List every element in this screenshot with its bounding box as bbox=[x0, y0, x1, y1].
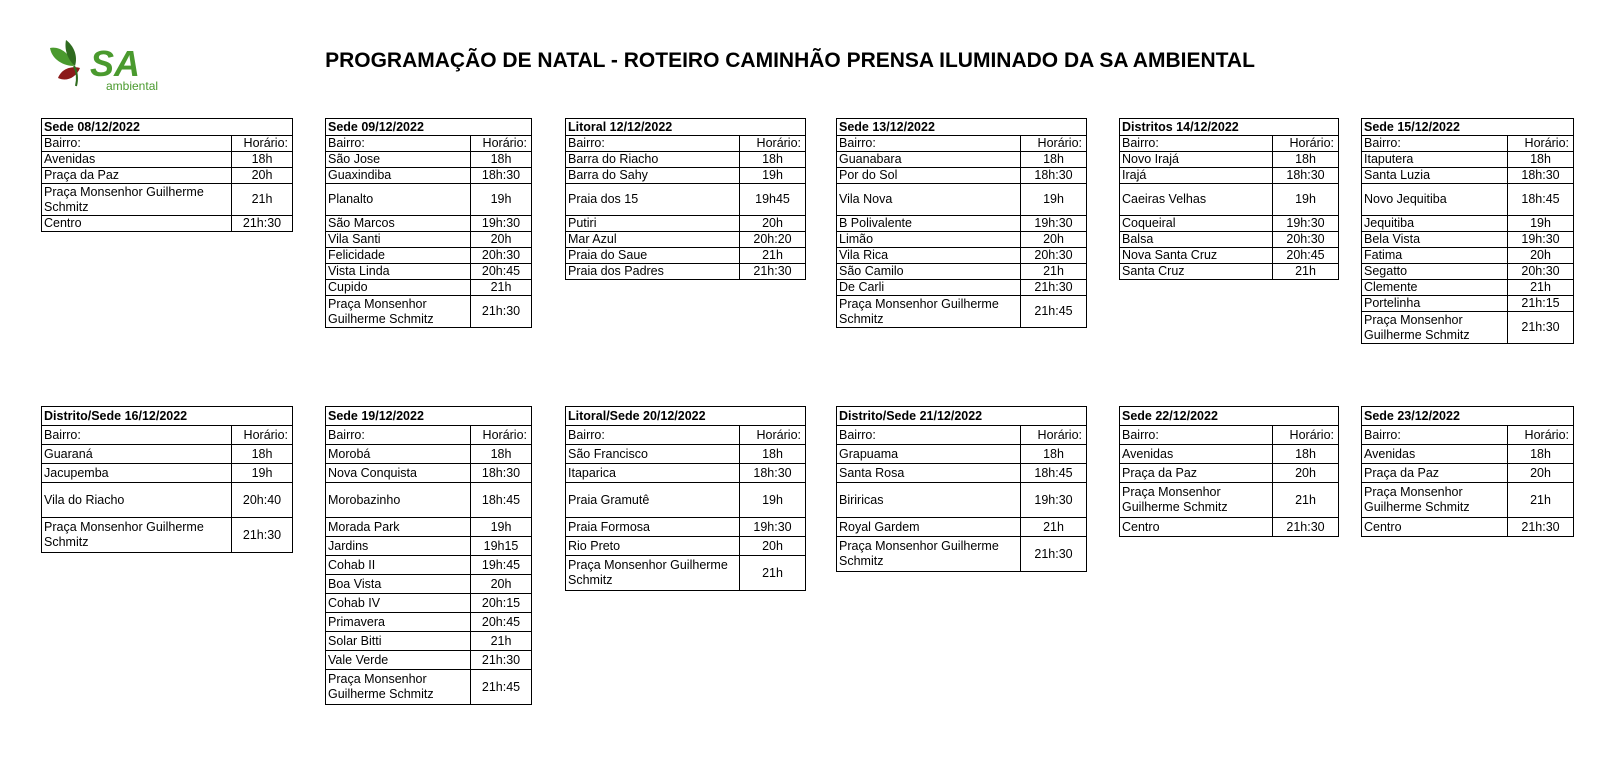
horario-cell: 20h bbox=[740, 216, 806, 232]
table-row bbox=[1362, 264, 1574, 280]
horario-cell: 18h:30 bbox=[1021, 168, 1087, 184]
bairro-cell: Cupido bbox=[326, 280, 471, 296]
horario-cell: 20h:45 bbox=[471, 613, 532, 632]
bairro-cell: B Polivalente bbox=[837, 216, 1021, 232]
bairro-cell: Morada Park bbox=[326, 518, 471, 537]
bairro-cell: Boa Vista bbox=[326, 575, 471, 594]
bairro-cell: Morobá bbox=[326, 445, 471, 464]
horario-cell: 19h:30 bbox=[1021, 483, 1087, 518]
bairro-cell: Vale Verde bbox=[326, 651, 471, 670]
column-header-bairro: Bairro: bbox=[566, 136, 740, 152]
table-row bbox=[326, 518, 532, 537]
schedule-table bbox=[836, 406, 1087, 572]
table-row bbox=[837, 216, 1087, 232]
bairro-cell: São Jose bbox=[326, 152, 471, 168]
horario-cell: 18h:30 bbox=[740, 464, 806, 483]
horario-cell: 18h bbox=[740, 152, 806, 168]
bairro-cell: Balsa bbox=[1120, 232, 1273, 248]
table-row bbox=[1120, 445, 1339, 464]
table-row bbox=[1362, 216, 1574, 232]
horario-cell: 20h:30 bbox=[1508, 264, 1574, 280]
table-row bbox=[837, 296, 1087, 328]
table-row bbox=[1120, 464, 1339, 483]
bairro-cell: Vila Rica bbox=[837, 248, 1021, 264]
horario-cell: 21h bbox=[1021, 264, 1087, 280]
horario-cell: 18h bbox=[471, 152, 532, 168]
table-row bbox=[837, 464, 1087, 483]
schedule-title: Distrito/Sede 21/12/2022 bbox=[837, 407, 1087, 426]
horario-cell: 20h bbox=[1508, 464, 1574, 483]
column-header-bairro: Bairro: bbox=[837, 136, 1021, 152]
table-row bbox=[837, 232, 1087, 248]
column-header-bairro: Bairro: bbox=[42, 136, 232, 152]
bairro-cell: Santa Rosa bbox=[837, 464, 1021, 483]
schedule-title: Sede 22/12/2022 bbox=[1120, 407, 1339, 426]
horario-cell: 20h bbox=[471, 232, 532, 248]
column-header-bairro: Bairro: bbox=[1120, 136, 1273, 152]
bairro-cell: Putiri bbox=[566, 216, 740, 232]
horario-cell: 21h bbox=[1273, 483, 1339, 518]
horario-cell: 18h:30 bbox=[471, 168, 532, 184]
table-row bbox=[566, 184, 806, 216]
horario-cell: 20h bbox=[232, 168, 293, 184]
table-row bbox=[1120, 264, 1339, 280]
horario-cell: 18h:30 bbox=[1508, 168, 1574, 184]
bairro-cell: Vila Santi bbox=[326, 232, 471, 248]
horario-cell: 21h bbox=[1508, 483, 1574, 518]
bairro-cell: Royal Gardem bbox=[837, 518, 1021, 537]
table-row bbox=[1362, 232, 1574, 248]
horario-cell: 18h:45 bbox=[1021, 464, 1087, 483]
table-row bbox=[326, 670, 532, 705]
column-header-horario: Horário: bbox=[232, 136, 293, 152]
table-row bbox=[326, 651, 532, 670]
table-row bbox=[42, 216, 293, 232]
bairro-cell: Solar Bitti bbox=[326, 632, 471, 651]
horario-cell: 19h bbox=[1021, 184, 1087, 216]
horario-cell: 19h bbox=[471, 184, 532, 216]
schedule-table bbox=[1361, 406, 1574, 537]
bairro-cell: Guanabara bbox=[837, 152, 1021, 168]
table-row bbox=[1362, 445, 1574, 464]
horario-cell: 21h:30 bbox=[232, 518, 293, 553]
schedule-title: Sede 23/12/2022 bbox=[1362, 407, 1574, 426]
column-header-bairro: Bairro: bbox=[326, 136, 471, 152]
column-header-horario: Horário: bbox=[1021, 426, 1087, 445]
table-row bbox=[42, 483, 293, 518]
table-row bbox=[1362, 312, 1574, 344]
table-row bbox=[326, 152, 532, 168]
horario-cell: 18h bbox=[1273, 152, 1339, 168]
bairro-cell: São Camilo bbox=[837, 264, 1021, 280]
table-row bbox=[1362, 483, 1574, 518]
table-row bbox=[326, 184, 532, 216]
table-row bbox=[566, 518, 806, 537]
bairro-cell: Planalto bbox=[326, 184, 471, 216]
bairro-cell: Praça Monsenhor Guilherme Schmitz bbox=[837, 296, 1021, 328]
schedule-title: Sede 08/12/2022 bbox=[42, 119, 293, 136]
bairro-cell: Segatto bbox=[1362, 264, 1508, 280]
bairro-cell: De Carli bbox=[837, 280, 1021, 296]
horario-cell: 21h bbox=[471, 280, 532, 296]
horario-cell: 18h bbox=[740, 445, 806, 464]
horario-cell: 21h:30 bbox=[1508, 518, 1574, 537]
table-row bbox=[1120, 483, 1339, 518]
horario-cell: 18h bbox=[1021, 152, 1087, 168]
horario-cell: 19h bbox=[232, 464, 293, 483]
horario-cell: 21h:30 bbox=[1508, 312, 1574, 344]
bairro-cell: Primavera bbox=[326, 613, 471, 632]
bairro-cell: Avenidas bbox=[1362, 445, 1508, 464]
bairro-cell: Clemente bbox=[1362, 280, 1508, 296]
bairro-cell: Praça da Paz bbox=[1120, 464, 1273, 483]
bairro-cell: Praça Monsenhor Guilherme Schmitz bbox=[326, 670, 471, 705]
bairro-cell: Itaparica bbox=[566, 464, 740, 483]
bairro-cell: Caeiras Velhas bbox=[1120, 184, 1273, 216]
horario-cell: 19h45 bbox=[740, 184, 806, 216]
schedule-table bbox=[41, 118, 293, 232]
bairro-cell: Avenidas bbox=[42, 152, 232, 168]
bairro-cell: São Marcos bbox=[326, 216, 471, 232]
schedule-table bbox=[41, 406, 293, 553]
table-row bbox=[1362, 280, 1574, 296]
bairro-cell: Guaraná bbox=[42, 445, 232, 464]
table-row bbox=[837, 518, 1087, 537]
table-row bbox=[1120, 184, 1339, 216]
table-row bbox=[326, 613, 532, 632]
table-row bbox=[42, 464, 293, 483]
table-row bbox=[1362, 464, 1574, 483]
bairro-cell: Praia Formosa bbox=[566, 518, 740, 537]
bairro-cell: Centro bbox=[1362, 518, 1508, 537]
table-row bbox=[837, 248, 1087, 264]
horario-cell: 21h bbox=[740, 556, 806, 591]
schedule-title: Sede 13/12/2022 bbox=[837, 119, 1087, 136]
horario-cell: 21h:30 bbox=[1021, 280, 1087, 296]
table-row bbox=[566, 232, 806, 248]
bairro-cell: Bela Vista bbox=[1362, 232, 1508, 248]
bairro-cell: Praia dos 15 bbox=[566, 184, 740, 216]
horario-cell: 21h bbox=[740, 248, 806, 264]
horario-cell: 21h:15 bbox=[1508, 296, 1574, 312]
bairro-cell: Portelinha bbox=[1362, 296, 1508, 312]
horario-cell: 20h bbox=[740, 537, 806, 556]
leaf-icon bbox=[50, 40, 80, 86]
horario-cell: 19h:30 bbox=[1021, 216, 1087, 232]
bairro-cell: Barra do Riacho bbox=[566, 152, 740, 168]
table-row bbox=[566, 152, 806, 168]
bairro-cell: Morobazinho bbox=[326, 483, 471, 518]
column-header-horario: Horário: bbox=[1508, 426, 1574, 445]
table-row bbox=[837, 184, 1087, 216]
horario-cell: 21h:30 bbox=[1273, 518, 1339, 537]
schedule-table bbox=[1119, 406, 1339, 537]
table-row bbox=[326, 445, 532, 464]
column-header-horario: Horário: bbox=[1021, 136, 1087, 152]
bairro-cell: Por do Sol bbox=[837, 168, 1021, 184]
table-row bbox=[326, 248, 532, 264]
table-row bbox=[326, 483, 532, 518]
bairro-cell: Praia Gramutê bbox=[566, 483, 740, 518]
horario-cell: 21h bbox=[1021, 518, 1087, 537]
table-row bbox=[326, 264, 532, 280]
horario-cell: 18h bbox=[1508, 445, 1574, 464]
table-row bbox=[566, 556, 806, 591]
table-row bbox=[1120, 248, 1339, 264]
bairro-cell: Nova Conquista bbox=[326, 464, 471, 483]
bairro-cell: Praça Monsenhor Guilherme Schmitz bbox=[566, 556, 740, 591]
sa-ambiental-logo bbox=[44, 38, 164, 94]
bairro-cell: Limão bbox=[837, 232, 1021, 248]
table-row bbox=[42, 152, 293, 168]
bairro-cell: Praça Monsenhor Guilherme Schmitz bbox=[42, 184, 232, 216]
table-row bbox=[42, 445, 293, 464]
column-header-horario: Horário: bbox=[1273, 136, 1339, 152]
column-header-bairro: Bairro: bbox=[1362, 426, 1508, 445]
bairro-cell: Grapuama bbox=[837, 445, 1021, 464]
schedule-table bbox=[325, 406, 532, 705]
table-row bbox=[566, 445, 806, 464]
horario-cell: 18h:30 bbox=[1273, 168, 1339, 184]
horario-cell: 20h bbox=[1508, 248, 1574, 264]
table-row bbox=[566, 464, 806, 483]
bairro-cell: Jardins bbox=[326, 537, 471, 556]
horario-cell: 20h bbox=[471, 575, 532, 594]
bairro-cell: Vila do Riacho bbox=[42, 483, 232, 518]
bairro-cell: Barra do Sahy bbox=[566, 168, 740, 184]
table-row bbox=[837, 445, 1087, 464]
table-row bbox=[326, 594, 532, 613]
table-row bbox=[566, 264, 806, 280]
table-row bbox=[837, 152, 1087, 168]
table-row bbox=[326, 556, 532, 575]
horario-cell: 21h:30 bbox=[1021, 537, 1087, 572]
schedule-table bbox=[1361, 118, 1574, 344]
column-header-bairro: Bairro: bbox=[566, 426, 740, 445]
bairro-cell: Praça da Paz bbox=[42, 168, 232, 184]
column-header-bairro: Bairro: bbox=[837, 426, 1021, 445]
table-row bbox=[1362, 184, 1574, 216]
horario-cell: 19h bbox=[1508, 216, 1574, 232]
horario-cell: 21h:45 bbox=[471, 670, 532, 705]
bairro-cell: Vila Nova bbox=[837, 184, 1021, 216]
table-row bbox=[1362, 248, 1574, 264]
horario-cell: 20h:45 bbox=[1273, 248, 1339, 264]
horario-cell: 21h:45 bbox=[1021, 296, 1087, 328]
horario-cell: 18h bbox=[1021, 445, 1087, 464]
table-row bbox=[566, 248, 806, 264]
bairro-cell: Praça Monsenhor Guilherme Schmitz bbox=[1362, 312, 1508, 344]
bairro-cell: Praça Monsenhor Guilherme Schmitz bbox=[42, 518, 232, 553]
bairro-cell: Coqueiral bbox=[1120, 216, 1273, 232]
column-header-bairro: Bairro: bbox=[326, 426, 471, 445]
column-header-horario: Horário: bbox=[1508, 136, 1574, 152]
table-row bbox=[1120, 232, 1339, 248]
schedule-table bbox=[836, 118, 1087, 328]
table-row bbox=[1120, 152, 1339, 168]
table-row bbox=[566, 216, 806, 232]
bairro-cell: Jacupemba bbox=[42, 464, 232, 483]
table-row bbox=[837, 168, 1087, 184]
table-row bbox=[566, 168, 806, 184]
bairro-cell: Mar Azul bbox=[566, 232, 740, 248]
horario-cell: 19h bbox=[471, 518, 532, 537]
column-header-horario: Horário: bbox=[471, 426, 532, 445]
table-row bbox=[42, 168, 293, 184]
column-header-horario: Horário: bbox=[471, 136, 532, 152]
column-header-bairro: Bairro: bbox=[1120, 426, 1273, 445]
bairro-cell: Praia do Saue bbox=[566, 248, 740, 264]
table-row bbox=[42, 518, 293, 553]
horario-cell: 20h:30 bbox=[1021, 248, 1087, 264]
bairro-cell: Santa Luzia bbox=[1362, 168, 1508, 184]
horario-cell: 18h:30 bbox=[471, 464, 532, 483]
table-row bbox=[566, 483, 806, 518]
bairro-cell: São Francisco bbox=[566, 445, 740, 464]
table-row bbox=[566, 537, 806, 556]
logo-subtext: ambiental bbox=[106, 79, 159, 93]
horario-cell: 19h:30 bbox=[471, 216, 532, 232]
schedule-title: Sede 19/12/2022 bbox=[326, 407, 532, 426]
schedule-title: Litoral 12/12/2022 bbox=[566, 119, 806, 136]
bairro-cell: Praia dos Padres bbox=[566, 264, 740, 280]
bairro-cell: Guaxindiba bbox=[326, 168, 471, 184]
bairro-cell: Irajá bbox=[1120, 168, 1273, 184]
column-header-horario: Horário: bbox=[1273, 426, 1339, 445]
table-row bbox=[326, 232, 532, 248]
horario-cell: 21h:30 bbox=[232, 216, 293, 232]
horario-cell: 18h bbox=[232, 152, 293, 168]
table-row bbox=[326, 537, 532, 556]
bairro-cell: Centro bbox=[42, 216, 232, 232]
horario-cell: 20h:30 bbox=[1273, 232, 1339, 248]
bairro-cell: Praça Monsenhor Guilherme Schmitz bbox=[1362, 483, 1508, 518]
bairro-cell: Praça da Paz bbox=[1362, 464, 1508, 483]
table-row bbox=[326, 280, 532, 296]
bairro-cell: Novo Jequitiba bbox=[1362, 184, 1508, 216]
table-row bbox=[1362, 152, 1574, 168]
horario-cell: 18h:45 bbox=[471, 483, 532, 518]
schedule-title: Sede 15/12/2022 bbox=[1362, 119, 1574, 136]
table-row bbox=[837, 483, 1087, 518]
schedule-table bbox=[565, 406, 806, 591]
horario-cell: 19h bbox=[740, 483, 806, 518]
horario-cell: 18h bbox=[1508, 152, 1574, 168]
horario-cell: 18h bbox=[232, 445, 293, 464]
table-row bbox=[326, 632, 532, 651]
horario-cell: 19h bbox=[1273, 184, 1339, 216]
bairro-cell: Cohab II bbox=[326, 556, 471, 575]
horario-cell: 21h bbox=[1273, 264, 1339, 280]
bairro-cell: Avenidas bbox=[1120, 445, 1273, 464]
horario-cell: 20h bbox=[1021, 232, 1087, 248]
bairro-cell: Fatima bbox=[1362, 248, 1508, 264]
table-row bbox=[837, 537, 1087, 572]
bairro-cell: Cohab IV bbox=[326, 594, 471, 613]
horario-cell: 19h:30 bbox=[740, 518, 806, 537]
table-row bbox=[837, 280, 1087, 296]
horario-cell: 19h:45 bbox=[471, 556, 532, 575]
schedule-title: Litoral/Sede 20/12/2022 bbox=[566, 407, 806, 426]
table-row bbox=[42, 184, 293, 216]
table-row bbox=[326, 575, 532, 594]
horario-cell: 20h:30 bbox=[471, 248, 532, 264]
table-row bbox=[837, 264, 1087, 280]
horario-cell: 18h bbox=[1273, 445, 1339, 464]
bairro-cell: Itaputera bbox=[1362, 152, 1508, 168]
horario-cell: 20h:40 bbox=[232, 483, 293, 518]
horario-cell: 20h bbox=[1273, 464, 1339, 483]
table-row bbox=[1120, 216, 1339, 232]
column-header-horario: Horário: bbox=[232, 426, 293, 445]
table-row bbox=[326, 296, 532, 328]
horario-cell: 19h:30 bbox=[1273, 216, 1339, 232]
horario-cell: 21h bbox=[1508, 280, 1574, 296]
bairro-cell: Nova Santa Cruz bbox=[1120, 248, 1273, 264]
bairro-cell: Vista Linda bbox=[326, 264, 471, 280]
schedule-title: Distritos 14/12/2022 bbox=[1120, 119, 1339, 136]
column-header-horario: Horário: bbox=[740, 136, 806, 152]
bairro-cell: Praça Monsenhor Guilherme Schmitz bbox=[326, 296, 471, 328]
table-row bbox=[1362, 296, 1574, 312]
table-row bbox=[326, 216, 532, 232]
horario-cell: 21h:30 bbox=[471, 296, 532, 328]
horario-cell: 21h bbox=[471, 632, 532, 651]
schedule-table bbox=[1119, 118, 1339, 280]
horario-cell: 19h:30 bbox=[1508, 232, 1574, 248]
horario-cell: 18h:45 bbox=[1508, 184, 1574, 216]
column-header-bairro: Bairro: bbox=[42, 426, 232, 445]
table-row bbox=[326, 168, 532, 184]
schedule-table bbox=[565, 118, 806, 280]
column-header-bairro: Bairro: bbox=[1362, 136, 1508, 152]
table-row bbox=[1362, 168, 1574, 184]
bairro-cell: Novo Irajá bbox=[1120, 152, 1273, 168]
page-title: PROGRAMAÇÃO DE NATAL - ROTEIRO CAMINHÃO PRENSA ILUMINADO DA SA AMBIENTAL bbox=[325, 49, 1255, 72]
bairro-cell: Biriricas bbox=[837, 483, 1021, 518]
bairro-cell: Centro bbox=[1120, 518, 1273, 537]
logo-text: SA bbox=[90, 43, 141, 84]
horario-cell: 21h bbox=[232, 184, 293, 216]
horario-cell: 20h:20 bbox=[740, 232, 806, 248]
horario-cell: 21h:30 bbox=[740, 264, 806, 280]
table-row bbox=[1362, 518, 1574, 537]
bairro-cell: Jequitiba bbox=[1362, 216, 1508, 232]
bairro-cell: Rio Preto bbox=[566, 537, 740, 556]
horario-cell: 18h bbox=[471, 445, 532, 464]
column-header-horario: Horário: bbox=[740, 426, 806, 445]
horario-cell: 19h bbox=[740, 168, 806, 184]
table-row bbox=[326, 464, 532, 483]
bairro-cell: Santa Cruz bbox=[1120, 264, 1273, 280]
horario-cell: 21h:30 bbox=[471, 651, 532, 670]
schedule-title: Sede 09/12/2022 bbox=[326, 119, 532, 136]
horario-cell: 19h15 bbox=[471, 537, 532, 556]
bairro-cell: Felicidade bbox=[326, 248, 471, 264]
horario-cell: 20h:15 bbox=[471, 594, 532, 613]
bairro-cell: Praça Monsenhor Guilherme Schmitz bbox=[1120, 483, 1273, 518]
table-row bbox=[1120, 168, 1339, 184]
horario-cell: 20h:45 bbox=[471, 264, 532, 280]
schedule-title: Distrito/Sede 16/12/2022 bbox=[42, 407, 293, 426]
schedule-table bbox=[325, 118, 532, 328]
bairro-cell: Praça Monsenhor Guilherme Schmitz bbox=[837, 537, 1021, 572]
table-row bbox=[1120, 518, 1339, 537]
